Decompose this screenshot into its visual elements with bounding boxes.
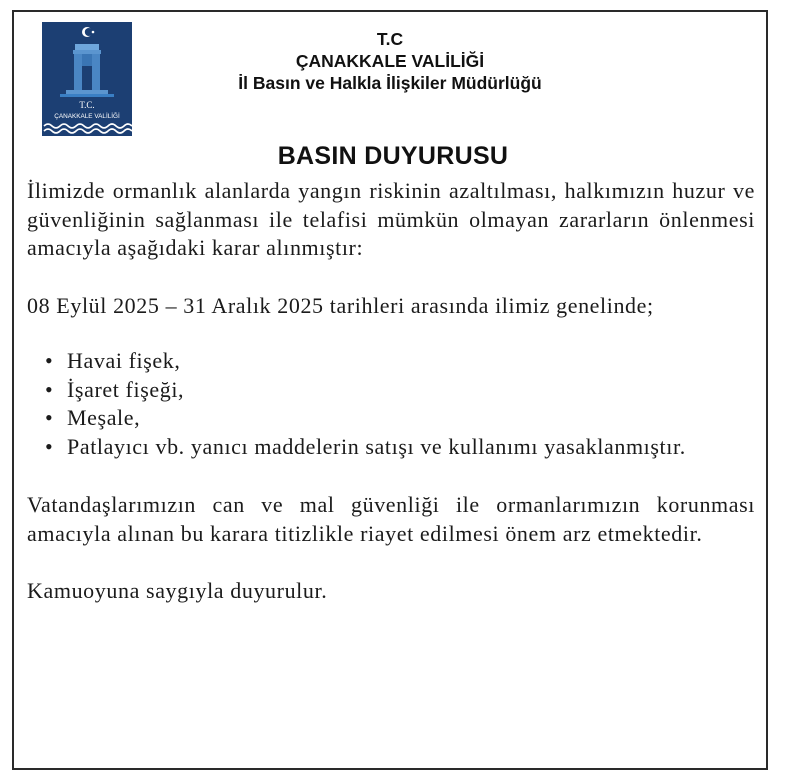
date-range-paragraph	[27, 292, 755, 321]
header-tc: T.C	[376, 29, 404, 49]
date-range: 08 Eylül 2025 – 31 Aralık 2025	[27, 292, 324, 318]
list-item: • Patlayıcı vb. yanıcı maddelerin satışı ve kullanımı yasaklanmıştır.	[45, 433, 755, 462]
list-item: • Havai fişek,	[45, 347, 755, 376]
final-sentence: Kamuoyuna saygıyla duyurulur.	[27, 578, 328, 603]
document-body	[27, 177, 755, 606]
intro-paragraph: İlimizde ormanlık alanlarda yangın riskinin azaltılması, halkımızın huzur ve güvenliğinin sağlanması ile telafisi mümkün olmayan zararların önlenmesi amacıyla aşağıdaki karar alınmıştır:	[27, 178, 755, 260]
list-item: • İşaret fişeği,	[45, 376, 755, 405]
document-title: BASIN DUYURUSU	[277, 142, 509, 170]
canakkale-valiligi-logo	[42, 22, 132, 136]
logo-tc-text: T.C.	[79, 100, 95, 110]
closing-paragraph: Vatandaşlarımızın can ve mal güvenliği ile ormanlarımızın korunması amacıyla alınan bu karara titizlikle riayet edilmesi önem arz etmektedir.	[27, 492, 755, 546]
list-item: • Meşale,	[45, 404, 755, 433]
date-range-rest: tarihleri arasında ilimiz genelinde;	[323, 292, 654, 318]
header-directorate: İl Basın ve Halkla İlişkiler Müdürlüğü	[238, 73, 542, 93]
prohibited-items-list	[27, 347, 755, 461]
header-governorship: ÇANAKKALE VALİLİĞİ	[295, 51, 485, 71]
logo-name-text: ÇANAKKALE VALİLİĞİ	[54, 113, 120, 120]
issuer-header	[150, 28, 630, 94]
